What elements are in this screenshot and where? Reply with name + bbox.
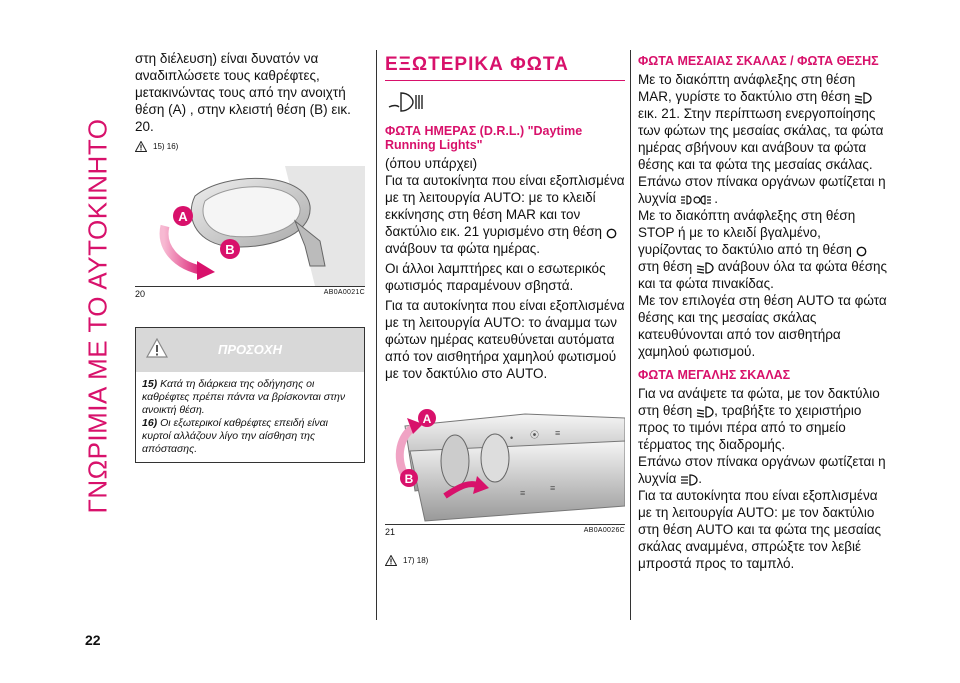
warning-refs-2	[385, 555, 625, 566]
column-2	[385, 50, 625, 566]
low-beam-icon	[696, 406, 714, 418]
fig20-label-a: A	[178, 209, 188, 224]
svg-text:≡: ≡	[520, 488, 526, 498]
column-divider-1	[376, 50, 377, 620]
column-1	[135, 50, 365, 463]
section-heading: ΕΞΩΤΕΡΙΚΑ ΦΩΤΑ	[385, 54, 569, 75]
fig21-label-a: A	[422, 412, 432, 426]
drl-heading: ΦΩΤΑ ΗΜΕΡΑΣ (D.R.L.) "Daytime Running Lights"	[385, 124, 583, 152]
caution-body	[136, 372, 364, 462]
warning-refs-text: 17) 18)	[403, 556, 429, 565]
drl-availability: (όπου υπάρχει)	[385, 156, 478, 171]
drl-lamp-icon	[385, 91, 425, 113]
heading-rule	[385, 80, 625, 81]
position-lights-text: Με το διακόπτη ανάφλεξης στη θέση STOP ή με το κλειδί βγαλμένο, γυρίζοντας το δακτύλιο από τη θέση στη θέση ανάβουν όλα τα φώτα θέσης και τα φώτα πινακίδας.	[638, 208, 888, 291]
low-beam-icon	[854, 92, 872, 104]
figure-21	[385, 396, 625, 525]
drl-other-lights: Οι άλλοι λαμπτήρες και ο εσωτερικός φωτισμός παραμένουν σβηστά.	[385, 261, 606, 293]
svg-text:•: •	[510, 433, 514, 443]
caution-header	[136, 328, 364, 372]
column-divider-2	[630, 50, 631, 620]
figure-20	[135, 166, 365, 287]
high-beam-text: Για να ανάψετε τα φώτα, με τον δακτύλιο στη θέση , τραβήξτε το χειριστήριο προς το τιμόνι πέρα από το σημείο τέρματος της διαδρομής.	[638, 386, 880, 452]
side-section-title	[78, 36, 118, 596]
svg-text:⦿: ⦿	[530, 430, 540, 440]
high-beam-icon	[680, 474, 698, 486]
low-beam-heading: ΦΩΤΑ ΜΕΣΑΙΑΣ ΣΚΑΛΑΣ / ΦΩΤΑ ΘΕΣΗΣ	[638, 54, 879, 68]
fig20-label-b: B	[225, 242, 235, 257]
low-beam-tell-tale: Επάνω στον πίνακα οργάνων φωτίζεται η λυχνία .	[638, 174, 886, 206]
column-3	[638, 50, 888, 572]
figure-code: AB0A0021C	[323, 289, 365, 296]
warning-triangle-icon	[135, 141, 147, 152]
high-beam-heading: ΦΩΤΑ ΜΕΓΑΛΗΣ ΣΚΑΛΑΣ	[638, 368, 791, 382]
drl-auto-text: Για τα αυτοκίνητα που είναι εξοπλισμένα με τη λειτουργία AUTO: με το κλειδί εκκίνησης στη θέση MAR και τον δακτύλιο εικ. 21 γυρισμένο στη θέση ανάβουν τα φώτα ημέρας.	[385, 173, 625, 256]
figure-number: 21	[385, 527, 396, 537]
caution-item-16: 16) Οι εξωτερικοί καθρέφτες επειδή είναι κυρτοί αλλάζουν λίγο την αίσθηση της απόστασης.	[142, 417, 328, 455]
drl-sensor-text: Για τα αυτοκίνητα που είναι εξοπλισμένα με τη λειτουργία AUTO: το άναμμα των φώτων ημέρας κατευθύνεται αυτόματα από τον αισθητήρα χαμηλού φωτισμού με τον δακτύλιο στο AUTO.	[385, 298, 625, 381]
position-lights-icon	[680, 194, 714, 206]
caution-box	[135, 327, 365, 463]
low-beam-icon	[696, 262, 714, 274]
figure-20-caption	[135, 289, 365, 299]
side-title-text: ΓΝΩΡΙΜΙΑ ΜΕ ΤΟ ΑΥΤΟΚΙΝΗΤΟ	[82, 118, 113, 514]
ring-off-icon	[606, 228, 617, 239]
caution-item-15: 15) Κατά τη διάρκεια της οδήγησης οι καθρέφτες πρέπει πάντα να βρίσκονται στην ανοικτή θέση.	[142, 378, 346, 416]
mirror-intro-text: στη διέλευση) είναι δυνατόν να αναδιπλώσετε τους καθρέφτες, μετακινώντας τους από την ανοιχτή θέση (A) , στην κλειστή θέση (B) εικ. 20.	[135, 51, 351, 134]
svg-text:≡: ≡	[555, 428, 561, 438]
figure-code: AB0A0026C	[583, 527, 625, 534]
high-beam-auto-text: Για τα αυτοκίνητα που είναι εξοπλισμένα με τη λειτουργία AUTO: με τον δακτύλιο στη θέση AUTO και τα φώτα της μεσαίας σκάλας αναμμένα, σπρώξτε τον λεβιέ μπροστά προς το ταμπλό.	[638, 488, 882, 571]
figure-21-caption	[385, 527, 625, 537]
fig21-label-b: B	[404, 472, 414, 486]
low-beam-text: Με το διακόπτη ανάφλεξης στη θέση MAR, γυρίστε το δακτύλιο στη θέση εικ. 21. Στην περίπτωση ενεργοποίησης των φώτων της μεσαίας σκάλας, τα φώτα ημέρας σβήνουν και ανάβουν τα φώτα θέσης και τα φώτα της μεσαίας σκάλας.	[638, 72, 884, 172]
ring-off-icon	[856, 246, 867, 257]
stalk-illustration	[385, 396, 625, 524]
caution-title: ΠΡΟΣΟΧΗ	[218, 342, 282, 357]
figure-number: 20	[135, 289, 146, 299]
high-beam-tell-tale: Επάνω στον πίνακα οργάνων φωτίζεται η λυχνία .	[638, 454, 886, 486]
warning-triangle-icon	[385, 555, 397, 566]
warning-refs	[135, 141, 365, 152]
auto-selector-text: Με τον επιλογέα στη θέση AUTO τα φώτα θέσης και της μεσαίας σκάλας κατευθύνονται από τον αισθητήρα χαμηλού φωτισμού.	[638, 293, 887, 359]
warning-refs-text: 15) 16)	[153, 142, 179, 151]
page-number: 22	[85, 632, 101, 648]
mirror-illustration	[135, 166, 365, 286]
svg-text:≡: ≡	[550, 483, 556, 493]
